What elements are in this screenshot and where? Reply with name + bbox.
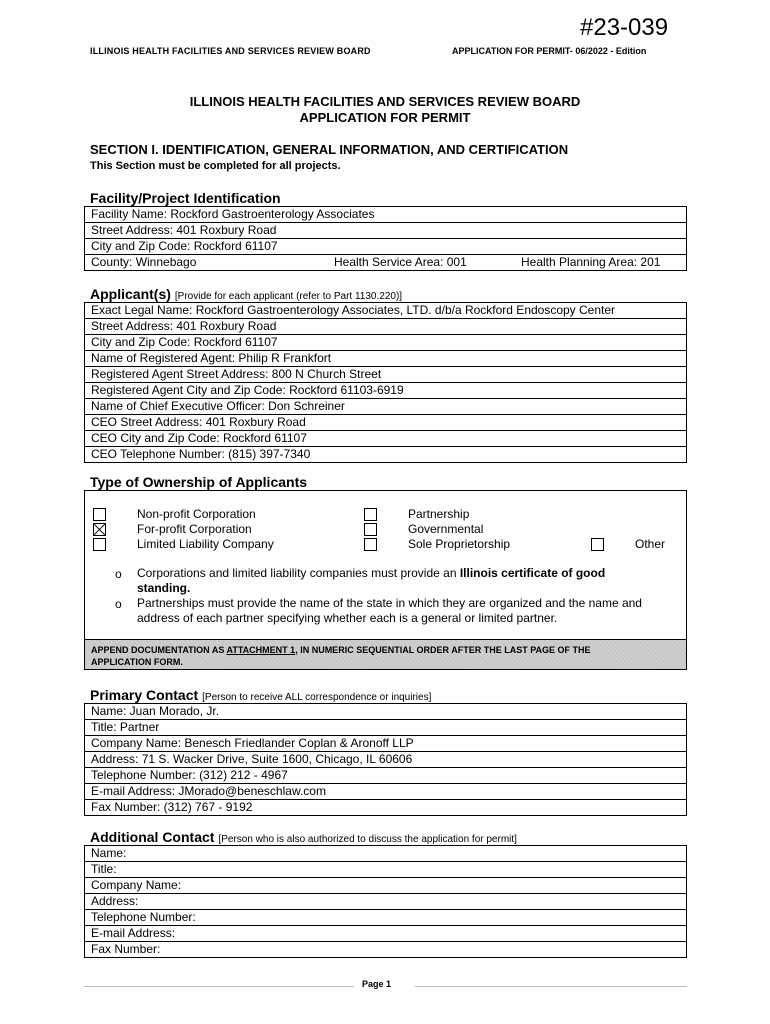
corporation-note [137,566,677,596]
partnership-checkbox[interactable] [364,508,377,521]
applicant-heading [90,286,402,302]
primary-contact-title: Primary Contact [90,687,199,703]
partnership-label: Partnership [408,507,470,521]
applicant-row: CEO City and Zip Code: Rockford 61107 [85,431,687,447]
sole-proprietorship-checkbox[interactable] [364,538,377,551]
additional-contact-row[interactable]: Address: [85,894,687,910]
attachment-link: ATTACHMENT 1 [226,645,296,655]
nonprofit-label: Non-profit Corporation [137,507,256,521]
primary-contact-row: Address: 71 S. Wacker Drive, Suite 1600, Chicago, IL 60606 [85,752,687,768]
primary-contact-row: Fax Number: (312) 767 - 9192 [85,800,687,816]
applicant-row: Name of Registered Agent: Philip R Frankfort [85,351,687,367]
health-service-area: Health Service Area: 001 [334,255,467,269]
append-text-end: APPLICATION FORM. [91,657,183,667]
additional-contact-row[interactable]: E-mail Address: [85,926,687,942]
llc-label: Limited Liability Company [137,537,274,551]
health-planning-area: Health Planning Area: 201 [521,255,661,269]
facility-county-row [85,255,687,271]
bullet-marker: o [115,597,122,611]
header-right: APPLICATION FOR PERMIT- 06/2022 - Edition [452,46,647,56]
nonprofit-checkbox[interactable] [93,508,106,521]
applicant-row: Street Address: 401 Roxbury Road [85,319,687,335]
primary-contact-row: Telephone Number: (312) 212 - 4967 [85,768,687,784]
applicant-row: Registered Agent City and Zip Code: Rockford 61103-6919 [85,383,687,399]
additional-contact-note: [Person who is also authorized to discuss the application for permit] [218,834,517,845]
primary-contact-table [84,703,687,816]
applicant-row: Registered Agent Street Address: 800 N Church Street [85,367,687,383]
partnership-note-line2: address of each partner specifying whether each is a general or limited partner. [137,611,558,625]
facility-table [84,206,687,271]
primary-contact-row: Company Name: Benesch Friedlander Coplan & Aronoff LLP [85,736,687,752]
primary-contact-row: Name: Juan Morado, Jr. [85,704,687,720]
other-label: Other [635,537,666,551]
applicant-row: City and Zip Code: Rockford 61107 [85,335,687,351]
standing-text: standing. [137,581,191,595]
append-text-cont: , IN NUMERIC SEQUENTIAL ORDER AFTER THE LAST PAGE OF THE [295,645,591,655]
page-title-line1: ILLINOIS HEALTH FACILITIES AND SERVICES REVIEW BOARD [189,94,581,109]
applicant-row: CEO Telephone Number: (815) 397-7340 [85,447,687,463]
footer-divider-right [415,986,687,987]
corporation-note-text: Corporations and limited liability companies must provide an [137,566,460,580]
sole-proprietorship-label: Sole Proprietorship [408,537,511,551]
additional-contact-row[interactable]: Name: [85,846,687,862]
document-number: #23-039 [580,14,669,41]
other-checkbox[interactable] [591,538,604,551]
primary-contact-note: [Person to receive ALL correspondence or inquiries] [202,692,432,703]
applicant-note: [Provide for each applicant (refer to Part 1130.220)] [174,291,403,302]
facility-heading: Facility/Project Identification [90,190,281,206]
section-title: SECTION I. IDENTIFICATION, GENERAL INFORMATION, AND CERTIFICATION [90,142,569,157]
primary-contact-row: E-mail Address: JMorado@beneschlaw.com [85,784,687,800]
facility-row: Facility Name: Rockford Gastroenterology Associates [85,207,687,223]
forprofit-checkbox[interactable] [93,523,106,536]
governmental-label: Governmental [408,522,484,536]
county-field: County: Winnebago [91,255,197,269]
ownership-box [84,490,687,670]
facility-row: City and Zip Code: Rockford 61107 [85,239,687,255]
bullet-marker: o [115,567,122,581]
applicant-row: Name of Chief Executive Officer: Don Schreiner [85,399,687,415]
additional-contact-heading [90,829,517,845]
append-text: APPEND DOCUMENTATION AS [91,645,227,655]
page-number: Page 1 [362,979,392,989]
applicant-row: Exact Legal Name: Rockford Gastroenterology Associates, LTD. d/b/a Rockford Endoscopy Center [85,303,687,319]
section-subtitle: This Section must be completed for all projects. [90,160,341,172]
additional-contact-row[interactable]: Company Name: [85,878,687,894]
governmental-checkbox[interactable] [364,523,377,536]
primary-contact-row: Title: Partner [85,720,687,736]
partnership-note-line1: Partnerships must provide the name of the state in which they are organized and the name and [137,596,642,610]
ownership-heading: Type of Ownership of Applicants [90,474,308,490]
facility-row: Street Address: 401 Roxbury Road [85,223,687,239]
footer-divider-left [84,986,354,987]
append-documentation-banner [85,639,686,669]
forprofit-label: For-profit Corporation [137,522,252,536]
applicant-title: Applicant(s) [90,286,171,302]
applicant-row: CEO Street Address: 401 Roxbury Road [85,415,687,431]
certificate-text: Illinois certificate of good [459,566,606,580]
page-title-line2: APPLICATION FOR PERMIT [299,110,471,125]
additional-contact-row[interactable]: Telephone Number: [85,910,687,926]
llc-checkbox[interactable] [93,538,106,551]
partnership-note [137,596,682,626]
additional-contact-row[interactable]: Fax Number: [85,942,687,958]
header-left: ILLINOIS HEALTH FACILITIES AND SERVICES REVIEW BOARD [90,46,371,56]
primary-contact-heading [90,687,431,703]
additional-contact-row[interactable]: Title: [85,862,687,878]
applicant-table [84,302,687,463]
additional-contact-title: Additional Contact [90,829,215,845]
additional-contact-table [84,845,687,958]
